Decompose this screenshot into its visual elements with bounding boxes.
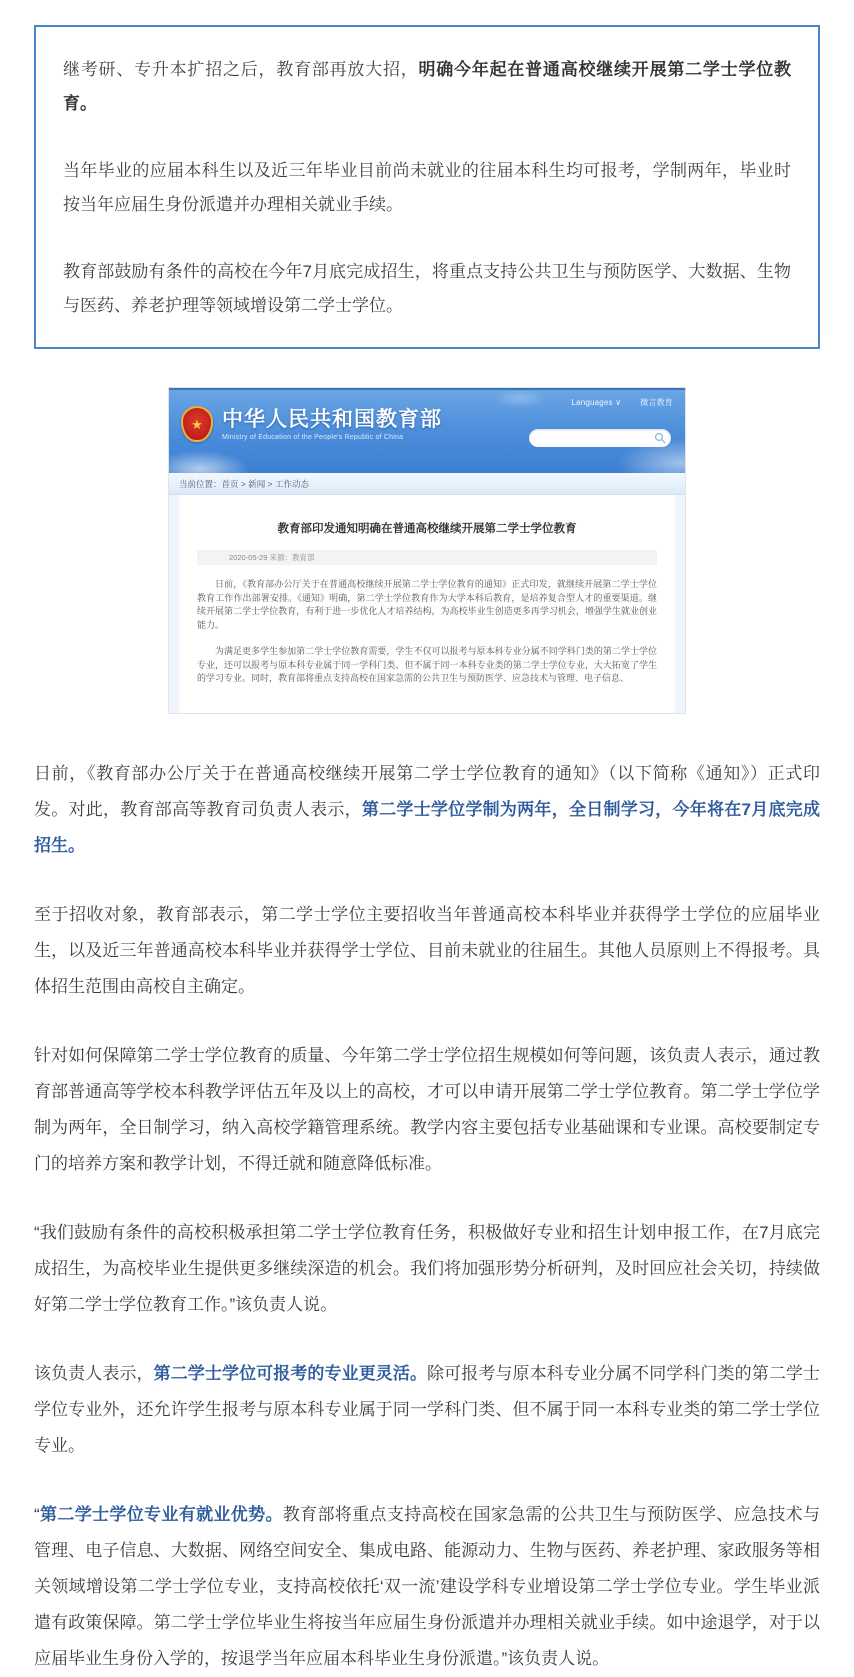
search-input — [529, 429, 671, 447]
national-emblem-icon — [181, 406, 213, 442]
summary-quote-box — [34, 25, 820, 349]
moe-website-screenshot-image[interactable] — [168, 387, 686, 714]
moe-site-subtitle: Ministry of Education of the People's Republic of China — [222, 433, 404, 441]
emblem-star-icon: ★ — [191, 416, 203, 432]
body-p1-text: 日前，《教育部办公厅关于在普通高校继续开展第二学士学位教育的通知》（以下简称《通知》）正式印发。对此，教育部高等教育司负责人表示， — [34, 764, 820, 819]
languages-menu — [571, 398, 621, 407]
body-p6-highlight-text: 第二学士学位专业有就业优势。 — [39, 1505, 283, 1524]
summary-paragraph-3: 教育部鼓励有条件的高校在今年7月底完成招生，将重点支持公共卫生与预防医学、大数据、生物与医药、养老护理等领域增设第二学士学位。 — [63, 262, 791, 315]
moe-site-title: 中华人民共和国教育部 — [222, 407, 442, 431]
moe-article-paragraph-1: 日前，《教育部办公厅关于在普通高校继续开展第二学士学位教育的通知》正式印发，就继续开展第二学士学位教育工作作出部署安排。《通知》明确，第二学士学位教育作为大学本科后教育，是培养复合型人才的重要渠道。继续开展第二学士学位教育，有利于进一步优化人才培养结构，为高校毕业生创造更多再学习机会，增强学生就业创业能力。 — [197, 579, 657, 630]
moe-site-header — [169, 388, 685, 473]
languages-label: Languages — [571, 398, 613, 407]
summary-p1-text: 继考研、专升本扩招之后，教育部再放大招， — [63, 60, 419, 79]
article-body — [34, 756, 820, 1677]
breadcrumb: 当前位置：首页 > 新闻 > 工作动态 — [169, 473, 685, 495]
moe-site-brand — [181, 406, 442, 442]
weiyan-jiaoyu-link: 微言教育 — [640, 398, 673, 407]
moe-brand-text — [222, 408, 442, 441]
moe-article-card — [179, 495, 675, 714]
moe-article-meta: 2020-05-29 来源：教育部 — [197, 550, 657, 565]
search-icon — [654, 432, 666, 444]
body-paragraph-6 — [34, 1497, 820, 1677]
chevron-down-icon: ∨ — [615, 398, 622, 407]
body-paragraph-5 — [34, 1356, 820, 1464]
body-paragraph-4: “我们鼓励有条件的高校积极承担第二学士学位教育任务，积极做好专业和招生计划申报工作，在7月底完成招生，为高校毕业生提供更多继续深造的机会。我们将加强形势分析研判，及时回应社会关切，持续做好第二学士学位教育工作。”该负责人说。 — [34, 1223, 820, 1314]
moe-top-links — [571, 397, 673, 408]
summary-paragraph-1 — [63, 53, 791, 121]
body-p5-highlight-text: 第二学士学位可报考的专业更灵活。 — [153, 1364, 428, 1383]
body-paragraph-2: 至于招收对象，教育部表示，第二学士学位主要招收当年普通高校本科毕业并获得学士学位的应届毕业生，以及近三年普通高校本科毕业并获得学士学位、目前未就业的往届生。其他人员原则上不得报考。具体招生范围由高校自主确定。 — [34, 905, 820, 996]
moe-article-title: 教育部印发通知明确在普通高校继续开展第二学士学位教育 — [277, 523, 577, 535]
body-paragraph-3: 针对如何保障第二学士学位教育的质量、今年第二学士学位招生规模如何等问题，该负责人表示，通过教育部普通高等学校本科教学评估五年及以上的高校，才可以申请开展第二学士学位教育。第二学士学位学制为两年，全日制学习，纳入高校学籍管理系统。教学内容主要包括专业基础课和专业课。高校要制定专门的培养方案和教学计划，不得迁就和随意降低标准。 — [34, 1046, 820, 1173]
body-p1-highlight-text: 第二学士学位学制为两年，全日制学习，今年将在7月底完成招生。 — [34, 800, 820, 855]
body-paragraph-1 — [34, 756, 820, 864]
summary-p1-bold-text: 明确今年起在普通高校继续开展第二学士学位教育。 — [63, 60, 791, 113]
summary-paragraph-2: 当年毕业的应届本科生以及近三年毕业目前尚未就业的往届本科生均可报考，学制两年，毕业时按当年应届生身份派遣并办理相关就业手续。 — [63, 161, 791, 214]
body-p5-text-1: 该负责人表示， — [34, 1364, 154, 1383]
body-p5-text-2: 除可报考与原本科专业分属不同学科门类的第二学士学位专业外，还允许学生报考与原本科专业属于同一学科门类、但不属于同一本科专业类的第二学士学位专业。 — [34, 1364, 821, 1455]
body-p6-quote-mark: “ — [34, 1505, 40, 1524]
moe-article-paragraph-2: 为满足更多学生参加第二学士学位教育需要，学生不仅可以报考与原本科专业分属不同学科门类的第二学士学位专业，还可以报考与原本科专业属于同一学科门类、但不属于同一本科专业类的第二学士学位专业，大大拓宽了学生的学习专业。同时，教育部将重点支持高校在国家急需的公共卫生与预防医学、应急技术与管理、电子信息、 — [197, 646, 657, 683]
body-p6-text: 教育部将重点支持高校在国家急需的公共卫生与预防医学、应急技术与管理、电子信息、大数据、网络空间安全、集成电路、能源动力、生物与医药、养老护理、家政服务等相关领域增设第二学士学位专业，支持高校依托‘双一流’建设学科专业增设第二学士学位专业。学生毕业派遣有政策保障。第二学士学位毕业生将按当年应届生身份派遣并办理相关就业手续。如中途退学，对于以应届毕业生身份入学的，按退学当年应届本科毕业生身份派遣。”该负责人说。 — [34, 1505, 820, 1668]
